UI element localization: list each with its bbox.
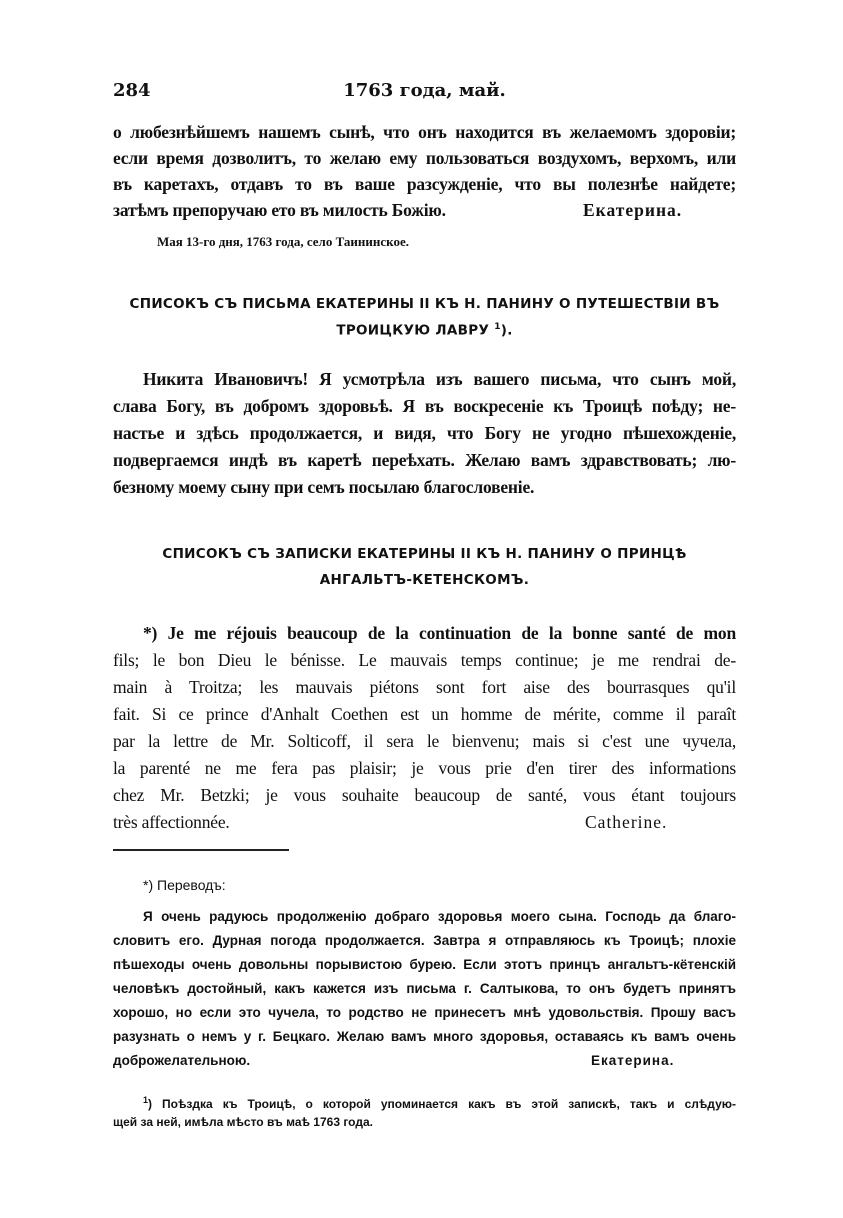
section-heading-line2: АНГАЛЬТЪ-КЕТЕНСКОМЪ. (319, 572, 530, 588)
body-line: слава Богу, въ добромъ здоровьѣ. Я въ воскресеніе къ Троицѣ поѣду; не- (113, 396, 736, 416)
section-heading: СПИСОКЪ СЪ ПИСЬМА ЕКАТЕРИНЫ II КЪ Н. ПАНИНУ О ПУТЕШЕСТВІИ ВЪ (129, 296, 720, 312)
footnote-separator (113, 849, 289, 851)
footnote-ref[interactable]: 1 (494, 322, 501, 332)
body-line: chez Mr. Betzki; je vous souhaite beaucoup de santé, vous étant toujours (113, 785, 736, 805)
running-head-title: 1763 года, май. (343, 80, 506, 101)
body-line: въ каретахъ, отдавъ то въ ваше разсужденіе, что вы полезнѣе найдете; (113, 174, 736, 194)
body-line: Никита Ивановичъ! Я усмотрѣла изъ вашего письма, что сынъ мой, (143, 369, 736, 389)
footnote-line: разузнать о немъ у г. Бецкаго. Желаю вамъ много здоровья, оставаясь къ вамъ очень (113, 1029, 736, 1044)
body-line: если время дозволитъ, то желаю ему пользоваться воздухомъ, верхомъ, или (113, 148, 736, 168)
footnote-text: ) Поѣздка къ Троицѣ, о которой упоминается какъ въ этой запискѣ, такъ и слѣдую- (148, 1097, 736, 1111)
body-line: main à Troitza; les mauvais piétons sont fort aise des bourrasques qu'il (113, 677, 736, 697)
footnote-1-line: щей за ней, имѣла мѣсто въ маѣ 1763 года. (113, 1115, 373, 1129)
heading-text: ТРОИЦКУЮ ЛАВРУ (336, 322, 490, 339)
footnote-label: *) Переводъ: (143, 877, 226, 893)
body-line: par la lettre de Mr. Solticoff, il sera le bienvenu; mais si c'est une чучела, (113, 731, 736, 751)
signature: Catherine. (585, 812, 668, 832)
body-line: затѣмъ препоручаю ето въ милость Божію. (113, 200, 446, 220)
body-line: *) Je me réjouis beaucoup de la continuation de la bonne santé de mon (143, 623, 736, 643)
body-line: la parenté ne me fera pas plaisir; je vous prie d'en tirer des informations (113, 758, 736, 778)
footnote-1-line (113, 1095, 736, 1111)
section-heading: СПИСОКЪ СЪ ЗАПИСКИ ЕКАТЕРИНЫ II КЪ Н. ПАНИНУ О ПРИНЦѢ (162, 546, 687, 562)
body-line: настье и здѣсь продолжается, и видя, что Богу не угодно пѣшехожденіе, (113, 423, 736, 443)
dateline: Мая 13-го дня, 1763 года, село Таининское. (157, 234, 410, 249)
footnote-line: хорошо, но если это чучела, то родство не принесетъ мнѣ удовольствія. Прошу васъ (113, 1005, 736, 1020)
heading-tail: ). (500, 322, 513, 339)
footnote-line: доброжелательною. (113, 1053, 251, 1068)
body-line: безному моему сыну при семъ посылаю благословеніе. (113, 477, 535, 497)
body-line: très affectionnée. (113, 812, 230, 832)
body-line: о любезнѣйшемъ нашемъ сынѣ, что онъ находится въ желаемомъ здоровіи; (113, 122, 736, 142)
footnote-marker: 1 (143, 1095, 149, 1105)
footnote-signature: Екатерина. (591, 1053, 675, 1068)
footnote-line: пѣшеходы очень довольны порывистою бурею. Если этотъ принцъ ангальтъ-кётенскій (113, 957, 736, 972)
body-line: подвергаемся индѣ въ каретѣ переѣхать. Желаю вамъ здравствовать; лю- (113, 450, 736, 470)
footnote-line: Я очень радуюсь продолженію добраго здоровья моего сына. Господь да благо- (143, 909, 736, 924)
page-number: 284 (113, 80, 151, 101)
body-line: fils; le bon Dieu le bénisse. Le mauvais temps continue; je me rendrai de- (113, 650, 736, 670)
footnote-line: человѣкъ достойный, какъ кажется изъ письма г. Салтыкова, то онъ будетъ принятъ (113, 981, 736, 996)
signature: Екатерина. (583, 200, 683, 220)
running-head (113, 80, 736, 104)
section-heading-line2 (113, 322, 736, 339)
footnote-line: словитъ его. Дурная погода продолжается. Завтра я отправляюсь къ Троицѣ; плохіе (113, 933, 736, 948)
body-line: fait. Si ce prince d'Anhalt Coethen est un homme de mérite, comme il paraît (113, 704, 736, 724)
